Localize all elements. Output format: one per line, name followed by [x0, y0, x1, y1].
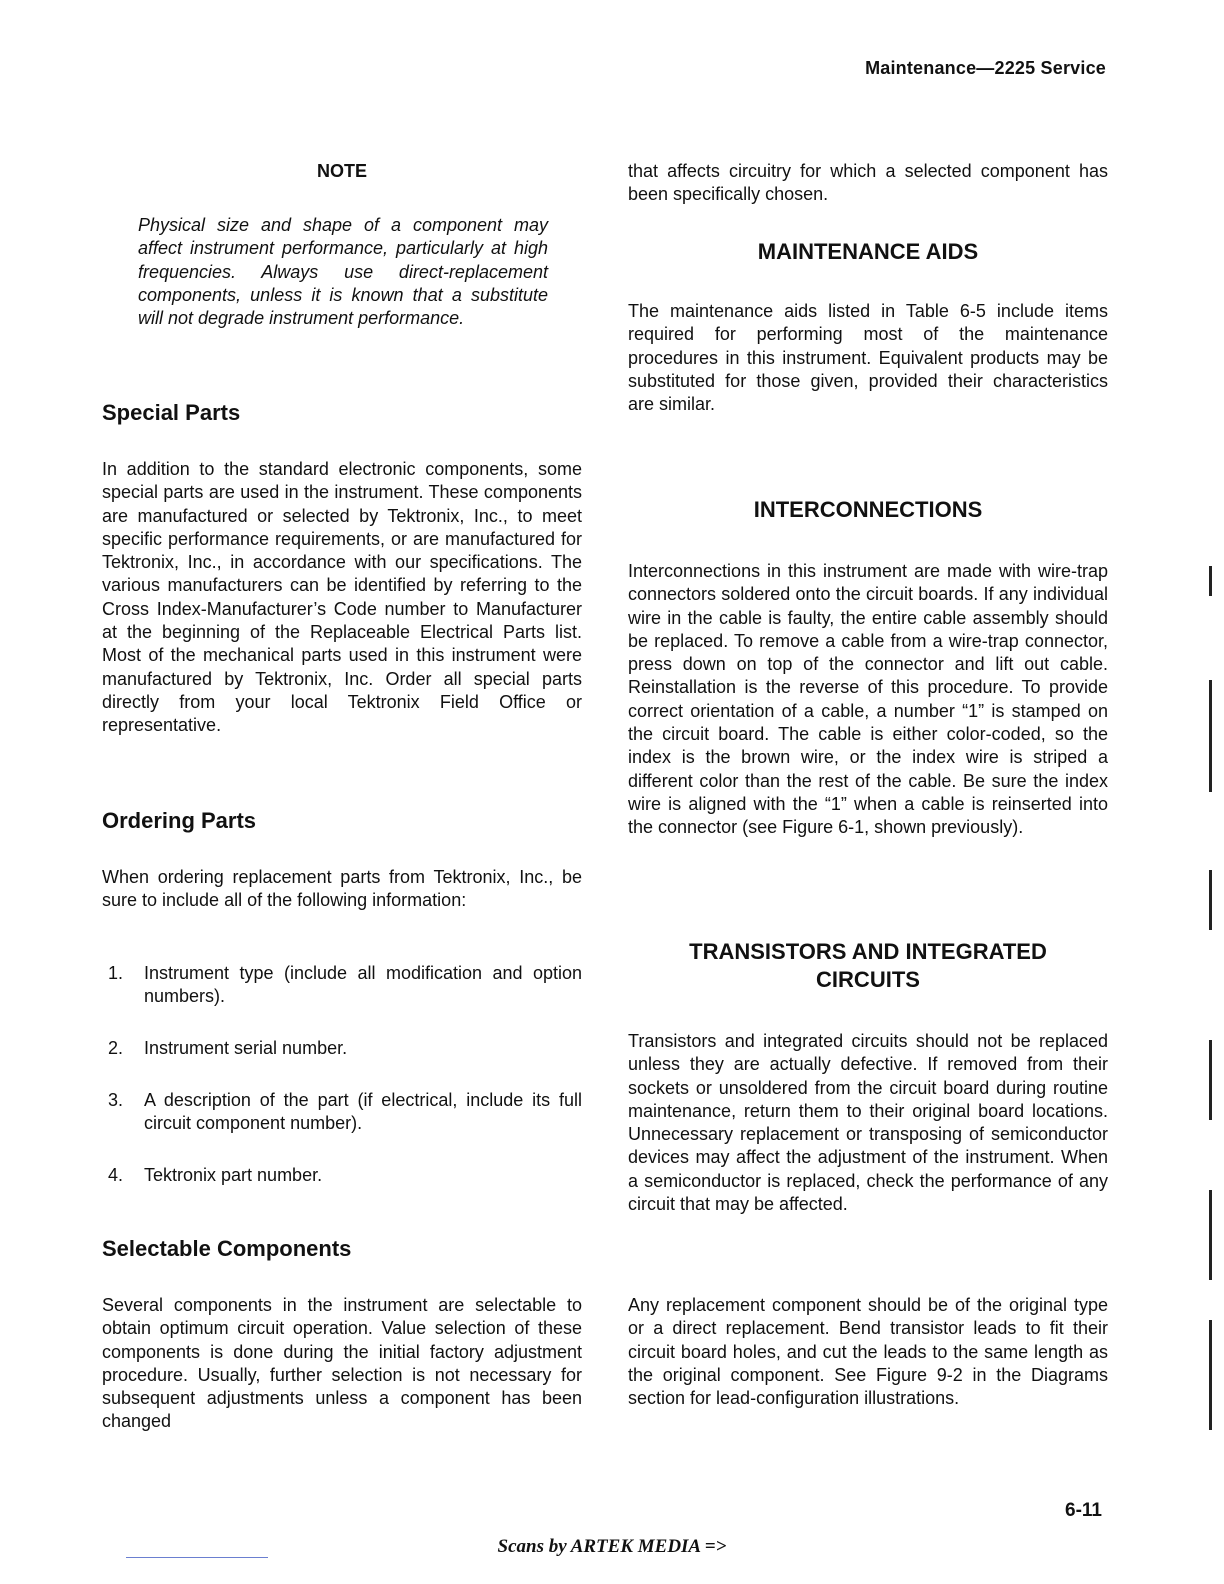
ordering-parts-heading: Ordering Parts	[102, 808, 257, 833]
scan-edge-mark	[1209, 1040, 1212, 1120]
interconnections-heading: INTERCONNECTIONS	[753, 497, 983, 522]
note-body: Physical size and shape of a component may affect instrument performance, particularly at high frequencies. Always use direct-replacement components, unless it is known that a substitute will not degrade instrument performance.	[138, 215, 548, 329]
selectable-components-body: Several components in the instrument are selectable to obtain optimum circuit operation. Value selection of these components is done during the initial factory adjustment procedure. Usually, further selection is not necessary for subsequent adjustments unless a component has been changed	[102, 1295, 582, 1432]
transistors-heading: TRANSISTORS AND INTEGRATED CIRCUITS	[689, 939, 1047, 992]
list-item: 3. A description of the part (if electrical, include its full circuit component number).	[108, 1090, 582, 1134]
scan-edge-mark	[1209, 870, 1212, 930]
interconnections-body: Interconnections in this instrument are made with wire-trap connectors soldered onto the circuit boards. If any individual wire in the cable is faulty, the entire cable assembly should be replaced. To remove a cable from a wire-trap connector, press down on top of the connector and lift out cable. Reinstallation is the reverse of this procedure. To provide correct orientation of a cable, a number “1” is stamped on the circuit board. The cable is either color-coded, so the index is the brown wire, or the index wire is striped a different color than the rest of the cable. Be sure the index wire is aligned with the “1” when a cable is reinserted into the connector (see Figure 6-1, shown previously).	[628, 561, 1108, 838]
special-parts-heading: Special Parts	[102, 400, 241, 425]
selectable-components-heading: Selectable Components	[102, 1236, 352, 1261]
page-number: 6-11	[1065, 1500, 1102, 1521]
scan-edge-mark	[1209, 680, 1212, 792]
running-header: Maintenance—2225 Service	[865, 58, 1106, 78]
list-item: 2. Instrument serial number.	[108, 1038, 348, 1059]
list-item: 4. Tektronix part number.	[108, 1165, 323, 1186]
ordering-parts-intro: When ordering replacement parts from Tektronix, Inc., be sure to include all of the following information:	[102, 867, 582, 911]
special-parts-body: In addition to the standard electronic components, some special parts are used in the instrument. These components are manufactured or selected by Tektronix, Inc., to meet specific performance requirements, or are manufactured for Tektronix, Inc., in accordance with our specifications. The various manufacturers can be identified by referring to the Cross Index-Manufacturer’s Code number to Manufacturer at the beginning of the Replaceable Electrical Parts list. Most of the mechanical parts used in this instrument were manufactured by Tektronix, Inc. Order all special parts directly from your local Tektronix Field Office or representative.	[102, 459, 582, 736]
maintenance-aids-heading: MAINTENANCE AIDS	[757, 239, 979, 264]
note-title: NOTE	[316, 161, 367, 181]
transistors-body-2: Any replacement component should be of the original type or a direct replacement. Bend transistor leads to fit their circuit board holes, and cut the leads to the same length as the original component. See Figure 9-2 in the Diagrams section for lead-configuration illustrations.	[628, 1295, 1108, 1409]
scan-credit: Scans by ARTEK MEDIA =>	[497, 1536, 727, 1557]
maintenance-aids-body: The maintenance aids listed in Table 6-5 include items required for performing most of the maintenance procedures in this instrument. Equivalent products may be substituted for those given, provided their characteristics are similar.	[628, 301, 1108, 415]
footer-rule	[126, 1557, 268, 1558]
transistors-body-1: Transistors and integrated circuits should not be replaced unless they are actually defective. If removed from their sockets or unsoldered from the circuit board during routine maintenance, return them to their original board locations. Unnecessary replacement or transposing of semiconductor devices may affect the adjustment of the instrument. When a semiconductor is replaced, check the performance of any circuit that may be affected.	[628, 1031, 1108, 1215]
continuation-text: that affects circuitry for which a selected component has been specifically chosen.	[628, 161, 1108, 205]
scan-edge-mark	[1209, 1320, 1212, 1430]
list-item: 1. Instrument type (include all modification and option numbers).	[108, 963, 582, 1007]
ordering-parts-list	[102, 962, 582, 1216]
scan-edge-mark	[1209, 566, 1212, 596]
scan-edge-mark	[1209, 1190, 1212, 1280]
